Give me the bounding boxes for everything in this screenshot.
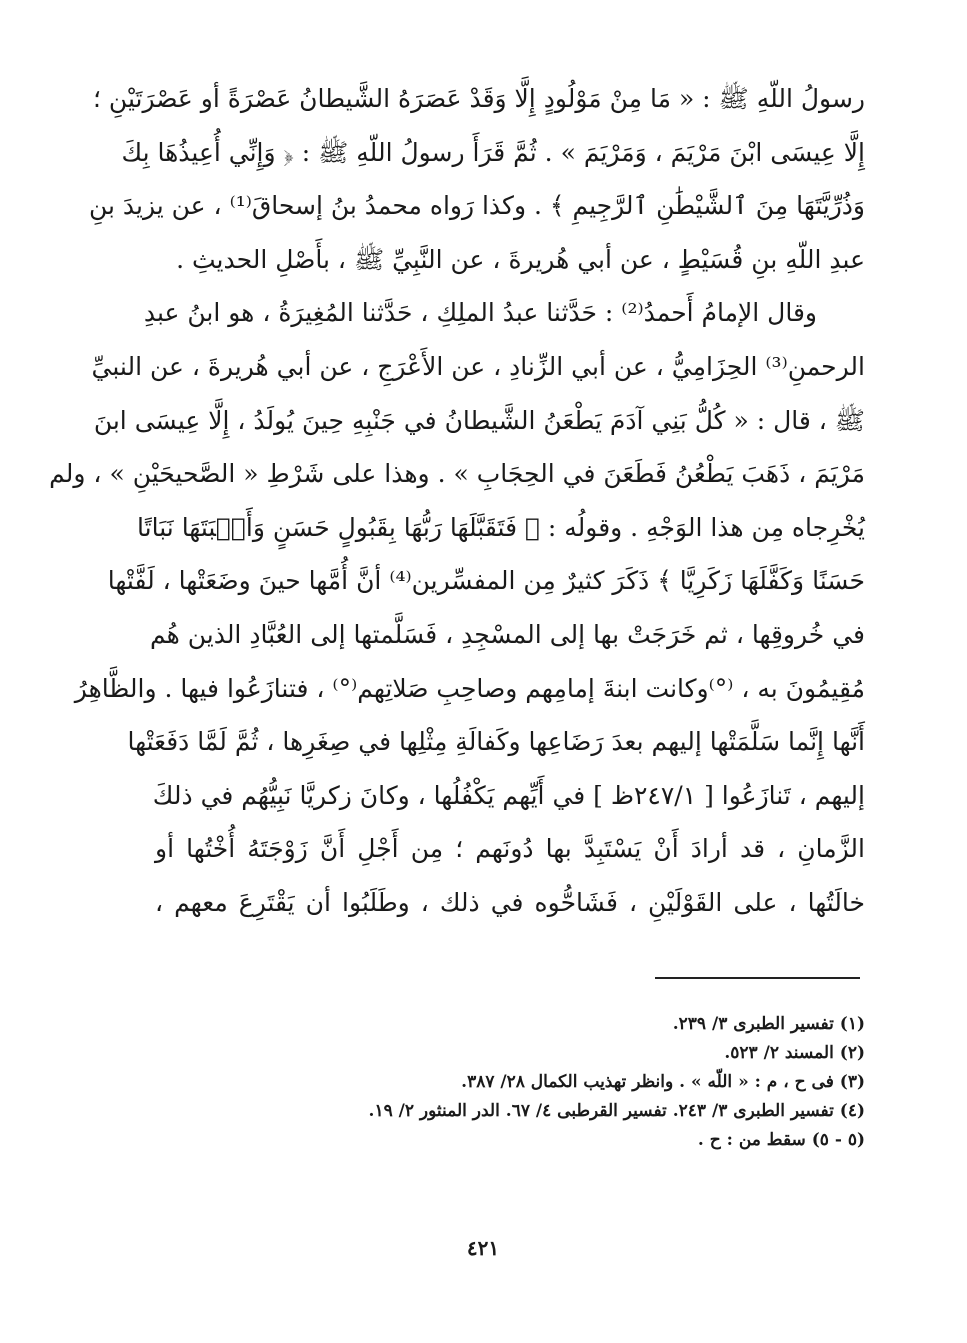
page-number: ٤٢١ xyxy=(466,1236,500,1260)
text-line: عبدِ اللّهِ بنِ قُسَيْطٍ ، عن أبي هُريرةَ ، عن النَّبِيِّ ﷺ ، بأَصْلِ الحديثِ . xyxy=(176,244,865,274)
footnotes xyxy=(300,1010,865,1155)
footnote-2: (٢) المسند ٢/ ٥٢٣. xyxy=(724,1043,865,1063)
footnote-1: (١) تفسير الطبرى ٣/ ٢٣٩. xyxy=(672,1014,865,1034)
text-line: رسولُ اللّهِ ﷺ : « مَا مِنْ مَوْلُودٍ إِلَّا وَقَدْ عَصَرَهُ الشَّيطانُ عَصْرَةً أو عَصْرَتَيْنِ ؛ xyxy=(93,84,865,113)
text-line: يُخْرِجاه مِن هذا الوَجْهِ . وقولُه : ﴿ فَتَقَبَّلَهَا رَبُّهَا بِقَبُولٍ حَسَنٍ وَأَنۢبَتَهَا نَبَاتًا xyxy=(137,512,865,542)
footnote-5: (٥ - ٥) سقط من : ح . xyxy=(697,1130,865,1150)
text-line: إليهم ، تَنازَعُوا [ ٢٤٧/١ظ ] في أَيِّهم يَكْفُلُها ، وكانَ زكريَّا نَبِيُّهُم في ذلكَ xyxy=(152,780,865,810)
text-line: حَسَنًا وَكَفَّلَهَا زَكَرِيَّا ﴾ ذَكَرَ كثيرٌ مِن المفسِّرين⁽⁴⁾ أنَّ أُمَّها حينَ وضَعَتْها ، لَفَّتْها xyxy=(107,566,865,596)
text-line: مَرْيَمَ ، ذَهَبَ يَطْعُنُ فَطَعَنَ في الحِجَابِ » . وهذا على شَرْطِ « الصَّحيحَيْنِ » ، ولم xyxy=(49,459,865,489)
text-line: إِلَّا عِيسَى ابْنَ مَرْيَمَ ، وَمَرْيَمَ » . ثُمَّ قَرَأَ رسولُ اللّهِ ﷺ : ﴿ وَإِنِّي أُعِيذُهَا بِكَ xyxy=(121,137,865,167)
text-line: خالَتُها ، على القَوْلَيْنِ ، فَشَاحُّوه في ذلك ، وطَلَبُوا أن يَقْتَرِعَ معهم ، xyxy=(155,887,865,917)
footnote-4: (٤) تفسير الطبرى ٣/ ٢٤٣. تفسير القرطبى ٤/ ٦٧. الدر المنثور ٢/ ١٩. xyxy=(368,1101,865,1121)
main-text xyxy=(49,72,865,930)
text-line: الزَّمانِ ، قد أرادَ أَنْ يَسْتَبِدَّ بها دُونَهم ؛ مِن أَجْلِ أَنَّ زَوْجَتَهُ أُخْتُها أو xyxy=(155,834,865,864)
text-line: في خُروقِها ، ثم خَرَجَتْ بها إلى المسْجِدِ ، فَسَلَّمتها إلى العُبَّادِ الذين هُم xyxy=(149,619,865,649)
text-line: الرحمنِ⁽³⁾ الحِزَامِيُّ ، عن أبي الزِّنادِ ، عن الأَعْرَجِ ، عن أبي هُريرةَ ، عن النبيِّ xyxy=(91,351,865,381)
text-line: ﷺ ، قال : « كُلُّ بَنِي آدَمَ يَطْعَنُ الشَّيطانُ في جَنْبِهِ حِينَ يُولَدُ ، إِلَّا عِيسَى ابنَ xyxy=(93,405,865,435)
text-line: أَنَّها إِنَّما سَلَّمَتْها إليهم بعدَ رَضَاعِها وكَفالَةِ مِثْلِها في صِغَرِها ، ثُمَّ لَمَّا دَفَعَتْها xyxy=(127,727,865,757)
text-line: مُقِيمُونَ به ، ⁽°⁾وكانت ابنةَ إمامِهم وصاحِبِ صَلاتِهم⁽°⁾ ، فتنازَعُوا فيها . والظَّاهِرُ xyxy=(74,673,865,703)
text-line: وَذُرِّيَّتَهَا مِنَ ٱلشَّيْطَٰنِ ٱلرَّجِيمِ ﴾ . وكذا رَواه محمدُ بنُ إسحاقَ⁽¹⁾ ، عن يزيدَ بنِ xyxy=(88,191,865,221)
footnote-divider xyxy=(655,977,860,979)
paragraph-start-line: وقال الإمامُ أَحمدُ⁽²⁾ : حَدَّثنا عبدُ الملِكِ ، حَدَّثنا المُغِيرَةُ ، هو ابنُ عبدِ xyxy=(143,298,817,328)
footnote-3: (٣) فى ح ، م : « اللّه » . وانظر تهذيب الكمال ٢٨/ ٣٨٧. xyxy=(461,1072,865,1092)
